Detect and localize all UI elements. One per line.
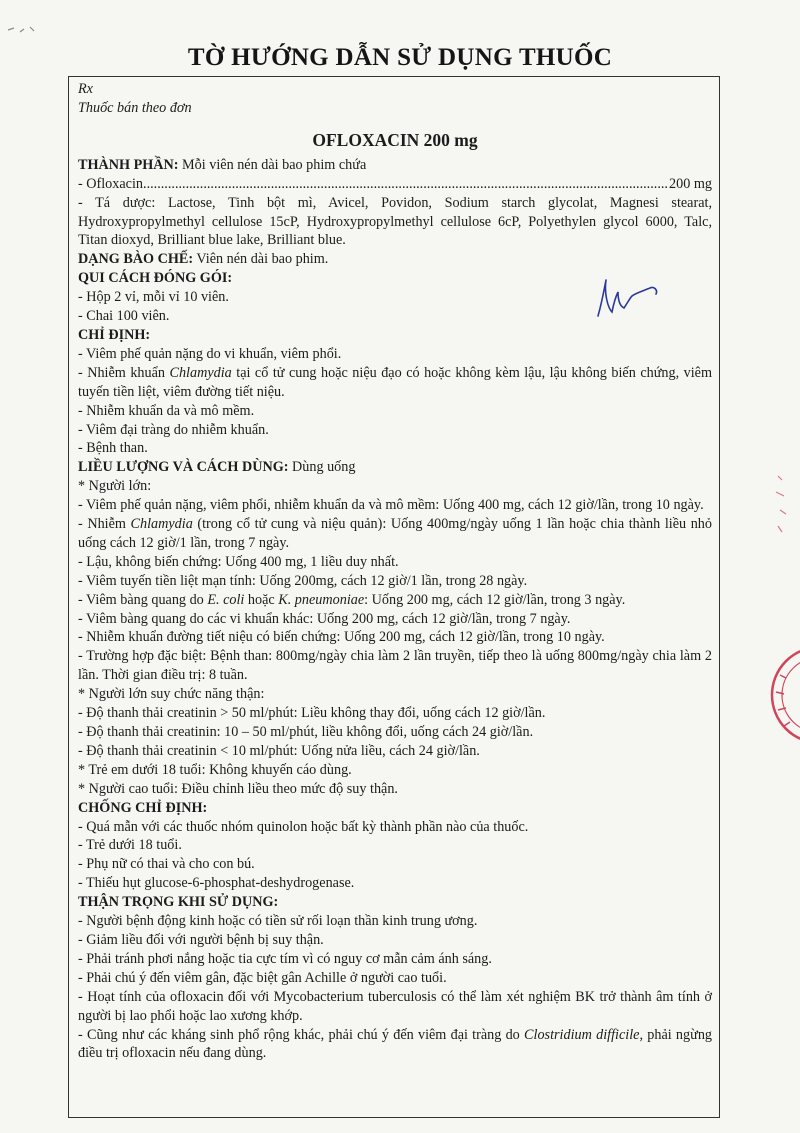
dosage-subheading: * Người cao tuổi: Điều chỉnh liều theo mức độ suy thận. [78,780,398,797]
precaution-item: - Giảm liều đối với người bệnh bị suy thận. [78,931,324,948]
drug-name: OFLOXACIN 200 mg [312,129,478,150]
dosage-item: - Độ thanh thải creatinin > 50 ml/phút: Liều không thay đổi, uống cách 12 giờ/lần. [78,705,546,722]
contraindications-heading: CHỐNG CHỈ ĐỊNH: [78,799,208,816]
precautions-heading: THẬN TRỌNG KHI SỬ DỤNG: [78,894,279,911]
dosage-item [78,515,712,553]
italic-organism: Clostridium difficile [524,1026,640,1043]
text-fragment: hoặc [244,591,279,608]
text-fragment: : Uống 200 mg, cách 12 giờ/lần, trong 3 ngày. [364,591,626,608]
dosage-route: Dùng uống [288,459,356,476]
composition-heading: THÀNH PHẦN: [78,156,179,173]
precaution-item: - Phải tránh phơi nắng hoặc tia cực tím vì có nguy cơ mẫn cảm ánh sáng. [78,950,492,967]
indication-item: - Viêm phế quản nặng do vi khuẩn, viêm phổi. [78,345,342,362]
precaution-item: - Phải chú ý đến viêm gân, đặc biệt gân Achille ở người cao tuổi. [78,969,447,986]
packaging-heading: QUI CÁCH ĐÓNG GÓI: [78,270,233,287]
dosage-item: - Trường hợp đặc biệt: Bệnh than: 800mg/ngày chia làm 2 lần truyền, tiếp theo là uống 800mg/ngày chia làm 2 lần. Thời gian điều trị: 8 tuần. [78,648,712,684]
stamp-bleed-mark [770,470,800,540]
excipients-text: - Tá dược: Lactose, Tinh bột mì, Avicel, Povidon, Sodium starch glycolat, Magnesi stearat, Hydroxypropylmethyl cellulose 15cP, Hydroxypropylmethyl cellulose 6cP, Polyethylen glycol 6000, Talc, Titan dioxyd, Brilliant blue lake, Brilliant blue. [78,194,712,249]
precautions-section [78,893,712,1063]
indication-item: - Bệnh than. [78,440,148,457]
dosage-item: - Viêm phế quản nặng, viêm phổi, nhiễm khuẩn da và mô mềm: Uống 400 mg, cách 12 giờ/lần, trong 10 ngày. [78,497,704,514]
text-fragment: - Viêm bàng quang do [78,591,208,608]
precaution-item [78,1026,712,1064]
contraindications-section [78,799,712,894]
contraindication-item: - Quá mẫn với các thuốc nhóm quinolon hoặc bất kỳ thành phần nào của thuốc. [78,818,529,835]
dosage-item: - Độ thanh thải creatinin: 10 – 50 ml/phút, liều không đổi, uống cách 24 giờ/lần. [78,724,534,740]
contraindication-item: - Phụ nữ có thai và cho con bú. [78,856,255,873]
dosage-form-value: Viên nén dài bao phim. [193,251,329,268]
dosage-item: - Độ thanh thải creatinin < 10 ml/phút: Uống nửa liều, cách 24 giờ/lần. [78,742,480,759]
italic-organism: K. pneumoniae [278,591,365,608]
packaging-item: - Chai 100 viên. [78,308,170,325]
dosage-form-row [78,250,712,269]
packaging-item: - Hộp 2 vỉ, mỗi vỉ 10 viên. [78,289,229,306]
dosage-subheading: * Người lớn: [78,478,152,495]
contraindication-item: - Trẻ dưới 18 tuổi. [78,837,182,854]
dosage-section [78,458,712,798]
precaution-item: - Người bệnh động kinh hoặc có tiền sử rối loạn thần kinh trung ương. [78,913,478,930]
scan-speckle [6,22,46,36]
active-ingredient-amount: 200 mg [669,175,712,192]
text-fragment: , phải ngừng điều trị ofloxacin nếu đang dùng. [78,1026,713,1062]
prescription-note: Thuốc bán theo đơn [78,99,192,116]
contraindication-item: - Thiếu hụt glucose-6-phosphat-deshydrogenase. [78,875,355,892]
precaution-item: - Hoạt tính của ofloxacin đối với Mycobacterium tuberculosis có thể làm xét nghiệm BK trở thành âm tính ở người bị lao phổi hoặc lao xương khớp. [78,988,712,1024]
text-fragment: (trong cổ tử cung và niệu quản): Uống 400mg/ngày uống 1 lần hoặc chia thành liều nhỏ uống cách 12 giờ/1 lần, trong 7 ngày. [78,516,712,551]
italic-organism: Chlamydia [130,516,193,533]
dosage-item: - Viêm bàng quang do các vi khuẩn khác: Uống 200 mg, cách 12 giờ/lần, trong 7 ngày. [78,610,571,627]
indication-item: - Nhiễm khuẩn da và mô mềm. [78,402,255,419]
text-fragment: tại cổ tử cung hoặc niệu đạo có hoặc không kèm lậu, lậu không biến chứng, viêm tuyến tiền liệt, viêm đường tiết niệu. [78,364,712,400]
text-fragment: - Cũng như các kháng sinh phổ rộng khác, phải chú ý đến viêm đại tràng do [78,1026,525,1043]
dosage-item [78,591,712,610]
document-title: TỜ HƯỚNG DẪN SỬ DỤNG THUỐC [187,44,613,71]
dot-leader [143,175,669,194]
text-fragment: - Nhiễm khuẩn [78,364,170,381]
dosage-item: - Lậu, không biến chứng: Uống 400 mg, 1 liều duy nhất. [78,553,399,570]
red-stamp-icon [760,640,800,750]
leaflet-body [78,80,712,1063]
active-ingredient-row [78,175,712,194]
indication-item: - Viêm đại tràng do nhiễm khuẩn. [78,421,269,438]
rx-label: Rx [78,81,93,97]
active-ingredient-name: - Ofloxacin [78,175,144,192]
indications-section [78,326,712,458]
dosage-form-heading: DẠNG BÀO CHẾ: [78,251,194,268]
dosage-item: - Nhiễm khuẩn đường tiết niệu có biến chứng: Uống 200 mg, cách 12 giờ/lần, trong 10 ngày. [78,629,605,646]
signature-mark [590,272,670,322]
dosage-item: - Viêm tuyến tiền liệt mạn tính: Uống 200mg, cách 12 giờ/1 lần, trong 28 ngày. [78,572,528,589]
italic-organism: Chlamydia [169,364,232,381]
dosage-heading: LIỀU LƯỢNG VÀ CÁCH DÙNG: [78,459,289,476]
composition-section [78,156,712,251]
dosage-subheading: * Người lớn suy chức năng thận: [78,686,265,703]
italic-organism: E. coli [207,591,245,608]
indication-item [78,364,712,402]
indications-heading: CHỈ ĐỊNH: [78,326,151,343]
text-fragment: - Nhiễm [78,516,131,533]
composition-intro: Mỗi viên nén dài bao phim chứa [178,156,367,173]
dosage-subheading: * Trẻ em dưới 18 tuổi: Không khuyến cáo dùng. [78,761,352,778]
